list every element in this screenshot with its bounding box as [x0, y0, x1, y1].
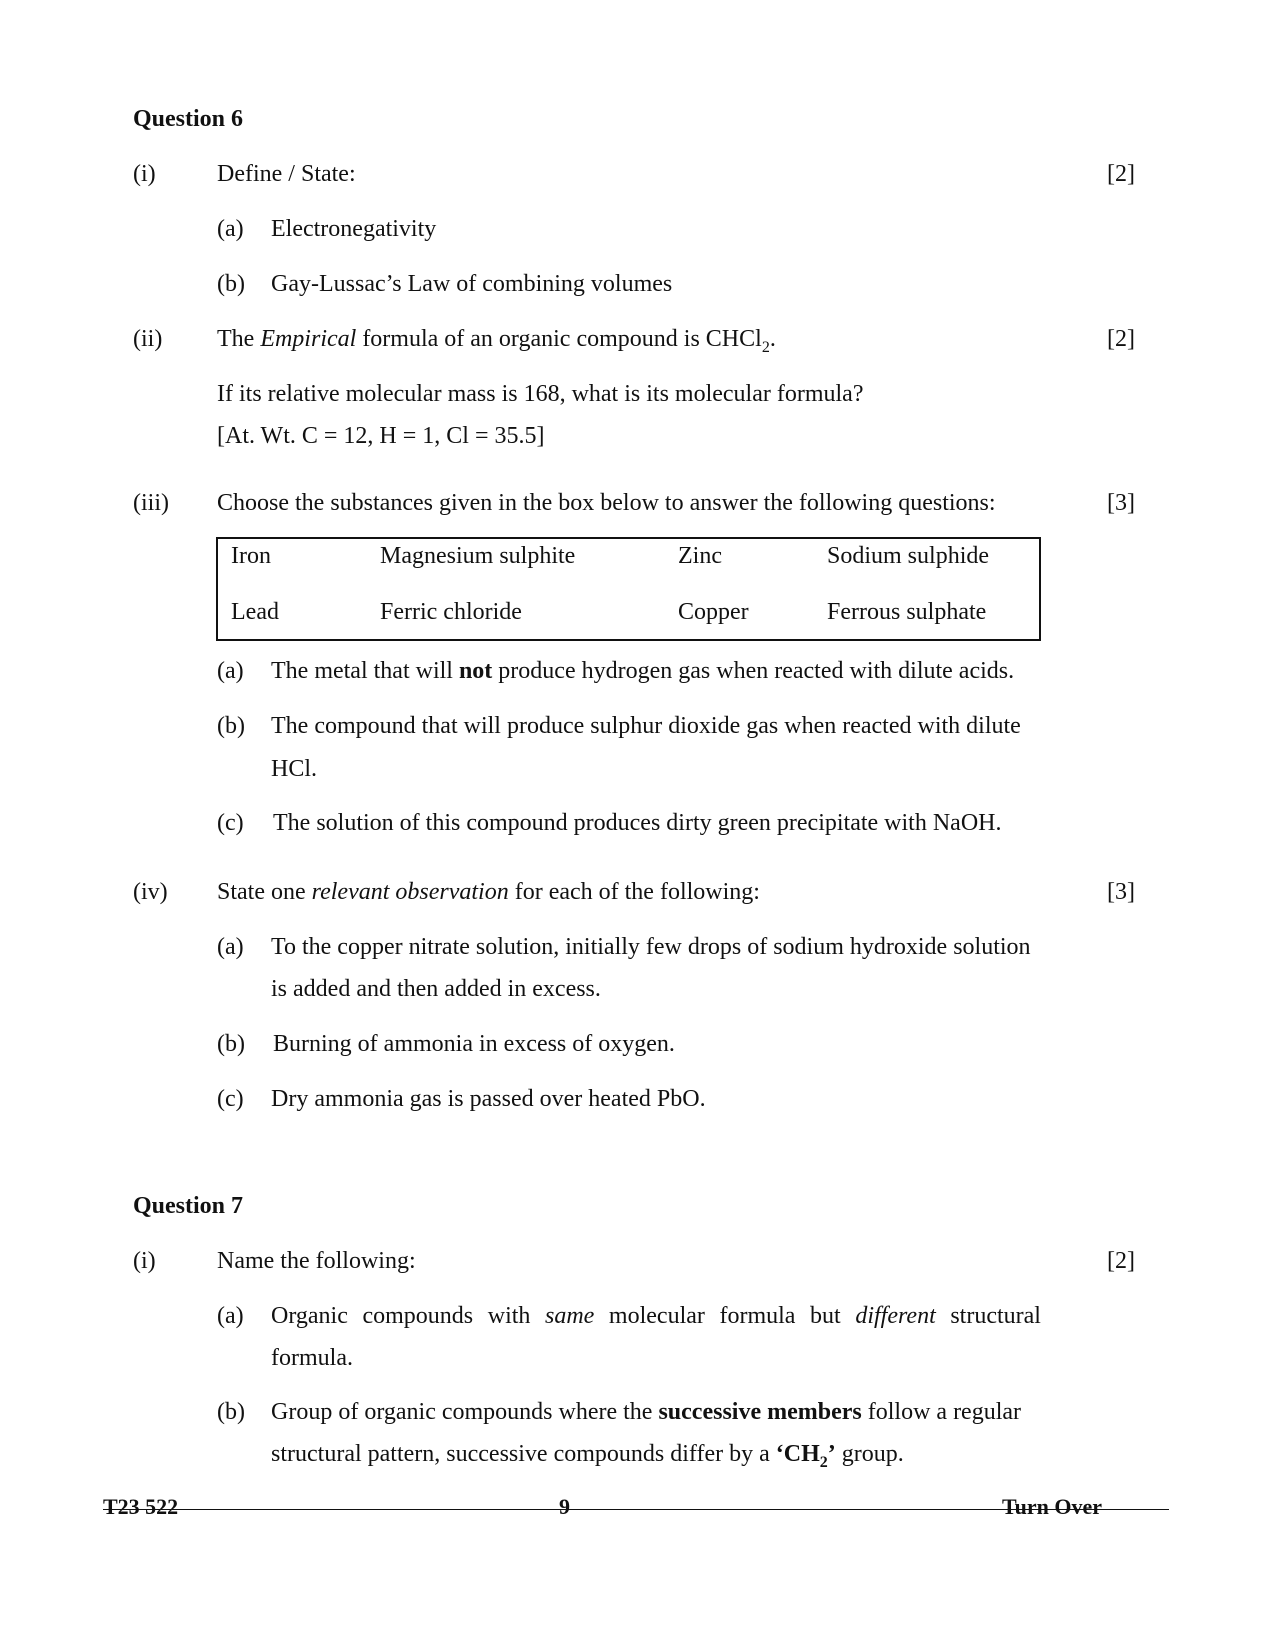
q6-i-text: Define / State:	[217, 161, 356, 187]
q7-i-a-label: (a)	[217, 1303, 244, 1329]
q6-iii-number: (iii)	[133, 490, 169, 516]
q6-iii-a-text: The metal that will not produce hydrogen gas when reacted with dilute acids.	[271, 658, 1015, 684]
q7-i-b-line1: Group of organic compounds where the successive members follow a regular	[271, 1399, 1022, 1425]
q6-iv-a-label: (a)	[217, 934, 244, 960]
q6-i-number: (i)	[133, 161, 156, 187]
q6-i-b-label: (b)	[217, 271, 245, 297]
q7-i-a-line2: formula.	[271, 1345, 353, 1371]
q6-ii-atomic-weights: [At. Wt. C = 12, H = 1, Cl = 35.5]	[217, 423, 545, 449]
q6-iii-b-label: (b)	[217, 713, 245, 739]
turn-over-label: Turn Over	[1002, 1494, 1103, 1519]
q6-iii-c-label: (c)	[217, 810, 244, 836]
box-cell: Iron	[231, 543, 271, 569]
q6-iv-c-text: Dry ammonia gas is passed over heated PbO.	[271, 1086, 706, 1112]
q6-ii-number: (ii)	[133, 326, 163, 352]
q6-iii-a-label: (a)	[217, 658, 244, 684]
box-cell: Sodium sulphide	[827, 543, 990, 569]
box-cell: Ferrous sulphate	[827, 599, 987, 625]
q6-iv-b-label: (b)	[217, 1031, 245, 1057]
q6-iii-marks: [3]	[1107, 490, 1135, 516]
q6-iii-b-line2: HCl.	[271, 756, 318, 782]
q6-i-a-label: (a)	[217, 216, 244, 242]
q6-ii-line2: If its relative molecular mass is 168, what is its molecular formula?	[217, 381, 864, 407]
q6-iii-b-line1: The compound that will produce sulphur dioxide gas when reacted with dilute	[271, 713, 1021, 739]
q6-iv-a-line1: To the copper nitrate solution, initially few drops of sodium hydroxide solution	[271, 934, 1031, 960]
q7-i-b-line2: structural pattern, successive compounds differ by a ‘$CH_2$’ group.	[271, 1441, 904, 1471]
box-cell: Magnesium sulphite	[380, 543, 576, 569]
q6-i-a-text: Electronegativity	[271, 216, 437, 242]
question-6-heading: Question 6	[133, 106, 244, 132]
q7-i-number: (i)	[133, 1248, 156, 1274]
box-cell: Zinc	[678, 543, 722, 569]
q6-ii-text: The Empirical formula of an organic compound is CHCl$_2$.	[217, 326, 776, 356]
q7-i-text: Name the following:	[217, 1248, 416, 1274]
q6-iv-c-label: (c)	[217, 1086, 244, 1112]
q7-i-b-label: (b)	[217, 1399, 245, 1425]
box-cell: Copper	[678, 599, 749, 625]
q6-ii-marks: [2]	[1107, 326, 1135, 352]
q7-i-marks: [2]	[1107, 1248, 1135, 1274]
box-cell: Lead	[231, 599, 279, 625]
paper-code: T23 522	[103, 1494, 179, 1519]
q6-iv-number: (iv)	[133, 879, 168, 905]
q6-iii-text: Choose the substances given in the box below to answer the following questions:	[217, 490, 996, 516]
q6-iv-text: State one relevant observation for each of the following:	[217, 879, 760, 905]
q6-i-b-text: Gay-Lussac’s Law of combining volumes	[271, 271, 673, 297]
question-7-heading: Question 7	[133, 1193, 244, 1219]
q6-iv-b-text: Burning of ammonia in excess of oxygen.	[273, 1031, 675, 1057]
q6-iii-c-text: The solution of this compound produces dirty green precipitate with NaOH.	[273, 810, 1002, 836]
q7-i-a-line1: Organic compounds with same molecular formula but different structural	[271, 1303, 1041, 1329]
q6-iv-marks: [3]	[1107, 879, 1135, 905]
page-number: 9	[559, 1494, 570, 1519]
box-cell: Ferric chloride	[380, 599, 522, 625]
q6-i-marks: [2]	[1107, 161, 1135, 187]
q6-iv-a-line2: is added and then added in excess.	[271, 976, 601, 1002]
